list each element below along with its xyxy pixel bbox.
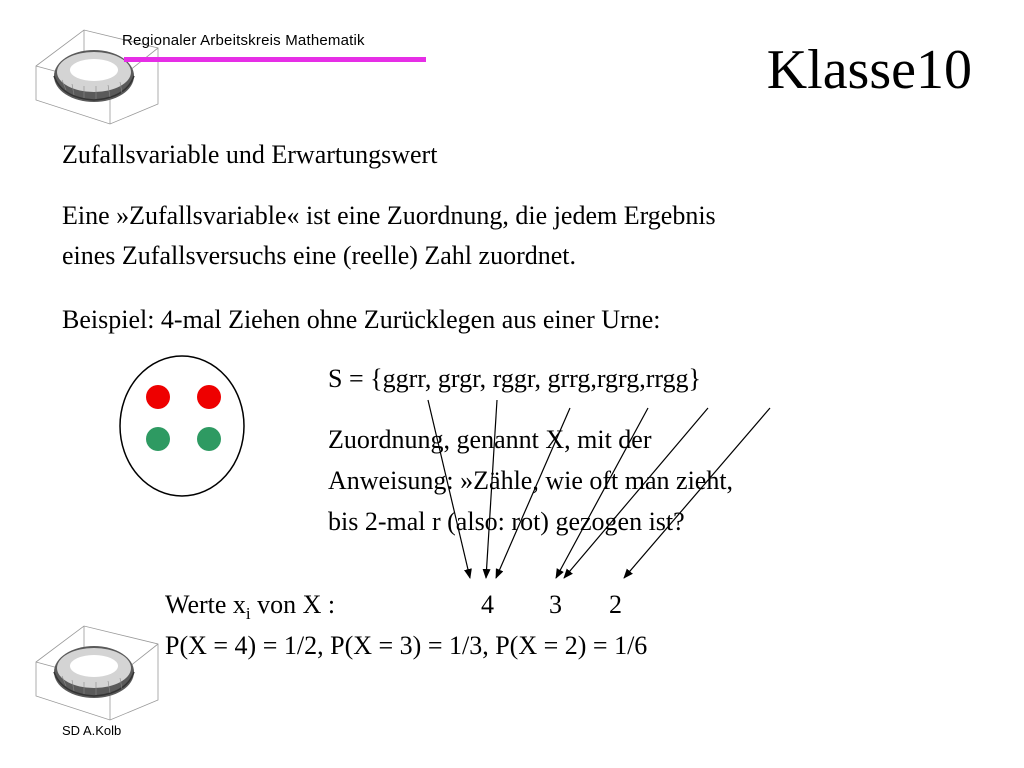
torus-logo-icon [32,624,162,722]
arrow-rggr [496,408,570,578]
section-subtitle: Zufallsvariable und Erwartungswert [62,140,438,169]
definition-line-1: Eine »Zufallsvariable« ist eine Zuordnung, die jedem Ergebnis [62,201,716,230]
author-footer: SD A.Kolb [62,723,122,738]
value-2: 2 [609,590,622,619]
values-label: Werte $x_i$ von X : [165,590,336,624]
page-title: Klasse10 [766,39,972,101]
sample-space: S = {ggrr, grgr, rggr, grrg,rgrg,rrgg} [328,364,702,393]
probability-line: P(X = 4) = 1/2, P(X = 3) = 1/3, P(X = 2) = 1/6 [165,631,648,660]
value-4: 4 [481,590,494,619]
arrow-ggrr [428,400,470,578]
arrow-rgrg [564,408,708,578]
arrow-grgr [486,400,497,578]
example-text: Beispiel: 4-mal Ziehen ohne Zurücklegen aus einer Urne: [62,305,661,334]
arrow-rrgg [624,408,770,578]
rule-line-1: Zuordnung, genannt X, mit der [328,425,652,454]
org-name: Regionaler Arbeitskreis Mathematik [122,32,365,49]
definition-line-2: eines Zufallsversuchs eine (reelle) Zahl zuordnet. [62,241,576,270]
arrow-grrg [556,408,648,578]
rule-line-2: Anweisung: »Zähle, wie oft man zieht, [328,466,734,495]
value-3: 3 [549,590,562,619]
rule-line-3: bis 2-mal r (also: rot) gezogen ist? [328,507,685,536]
